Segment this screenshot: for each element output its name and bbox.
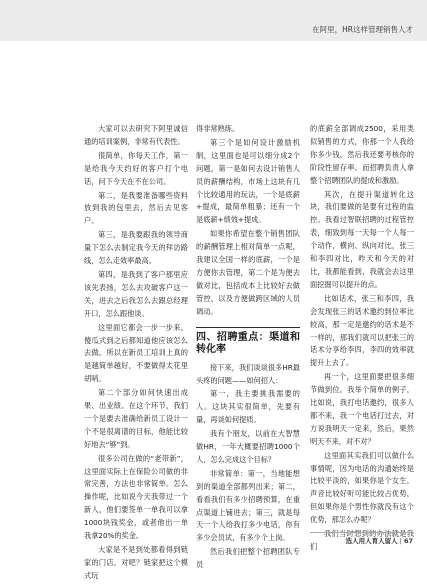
paragraph: 第三，是我要跟我的领导商量下怎么去制定我今天的拜访路线，怎么走效率最高。 — [84, 230, 188, 266]
paragraph: 其次，在提升渠道转化这块，我们要做的是要有过程的监控。我看过智联招聘的过程管控表，细致到每一天每一个人每一个动作，横向、纵向对比，张三和李四对比，昨天和今天的对比，我都能看到，我就会去这里面挖掘可以提升的点。 — [310, 189, 414, 289]
section-title: 四、招聘重点：渠道和转化率 — [196, 331, 300, 355]
paragraph: 再一个，这里面要把很多细节做到位。我举个简单的例子，比如说，我打电话邀约，很多人都不来，我一个电话打过去，对方说我明天一定来，然后，果然明天不来，对不对？ — [310, 372, 414, 446]
paragraph: 的底薪全部调成2500，采用类似销售的方式，你那一个人我给你多少钱，然后我还要考核你的阶段性留存率。而招聘负责人拿整个招聘团队的提成和激励。 — [310, 124, 414, 185]
magazine-name: 选人用人育人留人 — [345, 537, 398, 545]
paragraph: 第二，是我要准备哪些资料放到我的包里去，然后去见客户。 — [84, 190, 188, 226]
header-bar — [0, 0, 427, 41]
paragraph: 非常简单：第一，当地能想到的渠道全部都列出来；第二，看看我们有多少招聘预算，在重点渠道上铺进去；第三，就是每天一个人给我打多少电话，你有多少会员试，有多少个上岗。 — [196, 468, 300, 543]
column-2-top — [196, 123, 300, 319]
paragraph: 我们当时想到的办法就是我们 — [310, 529, 414, 551]
footer-rule — [310, 532, 414, 533]
paragraph: 很多公司在做的“老带新”，这里面实际上在保险公司做的非常完善，方法也非常简单。怎么操作呢，比如说今天我带过一个新人，他们要签单一单我可以拿1000块钱奖金，或者他出一单我拿20%的奖金。 — [84, 453, 188, 541]
column-2-bottom — [196, 362, 300, 573]
paragraph: 我有个朋友，以前在大智慧做HR，一年大概要招聘1000个人，怎么完成这个目标？ — [196, 429, 300, 464]
paragraph: 比如话术，张三和李四，我会发现张三的话术邀约到位率比较高，那一定是邀约的话术是不一样的，那我们就可以把张三的话术分享给李四，李四的效率就提升上去了。 — [310, 293, 414, 368]
paragraph: 如果你希望在整个销售团队的薪酬管理上相对简单一点呢，我建议全国一样的底薪，一个是方便你去管理，第二个是为便去做对比，包括成本上比较好去做管控，以及方便做跨区域的人员调动。 — [196, 229, 300, 316]
paragraph: 第一，我主要挑我需要的人。这块其实很简单，先要有量，再谈如何提质。 — [196, 389, 300, 425]
paragraph: 第四，是我到了客户那里应该先表扬，怎么去攻破客户这一关，进去之后我怎么去跟总经理开口，怎么跟他谈。 — [84, 269, 188, 318]
column-3 — [310, 123, 414, 555]
footer-separator: | — [397, 537, 404, 545]
paragraph: 接下来，我们谈谈很多HR最头疼的问题——如何招人： — [196, 362, 300, 385]
paragraph: 然后我们把整个招聘团队专员 — [196, 547, 300, 570]
paragraph: 这里面它都会一步一步来，傻瓜式到之后都知道他应该怎么去做。所以在新员工培训上真的是越简单越好，不要做得太花里胡哨。 — [84, 322, 188, 384]
header-title: 在阿里，HR这样管理销售人才 — [312, 25, 413, 34]
page-number: 67 — [403, 537, 413, 545]
header-photo-area — [0, 41, 427, 136]
paragraph: 大家是不是到处都看得到链家的门店，对吧？链家把这个模式玩 — [84, 545, 188, 580]
section-heading — [196, 327, 300, 356]
section-rule — [196, 327, 300, 328]
paragraph: 大家可以去研究下阿里诚信通的培训案例，非常有代表性。 — [84, 124, 188, 146]
paragraph: 得非常熟练。 — [196, 124, 240, 133]
page-footer — [346, 536, 413, 545]
column-1 — [84, 123, 188, 584]
paragraph: 第三个是如何设计激励机制，这里面也是可以细分成2个问题，第一是如何去设计销售人员的薪酬结构，市场上这块有几个比较通用的玩法，一个是底薪+提成，最简单粗暴；还有一个是底薪+绩效+提成。 — [196, 137, 300, 225]
paragraph: 这里面其实我们可以做什么事情呢，因为电话的沟通始终是比较平淡的，如果你是个女生，声音比较好听可能比较占优势，但如果你是个男性你就没有这个优势，那怎么办呢？ — [310, 450, 414, 525]
paragraph: 第二个部分如何快速出成果、出业绩。在这个环节，我们一个是要去准确给新员工设计一个不是很离谱的目标，他能比较好地去“够”到。 — [84, 388, 188, 449]
column-2 — [196, 123, 300, 573]
paragraph: 很简单，你每天工作，第一是给我今天约好的客户打个电话，问下今天在不在公司。 — [84, 150, 188, 186]
